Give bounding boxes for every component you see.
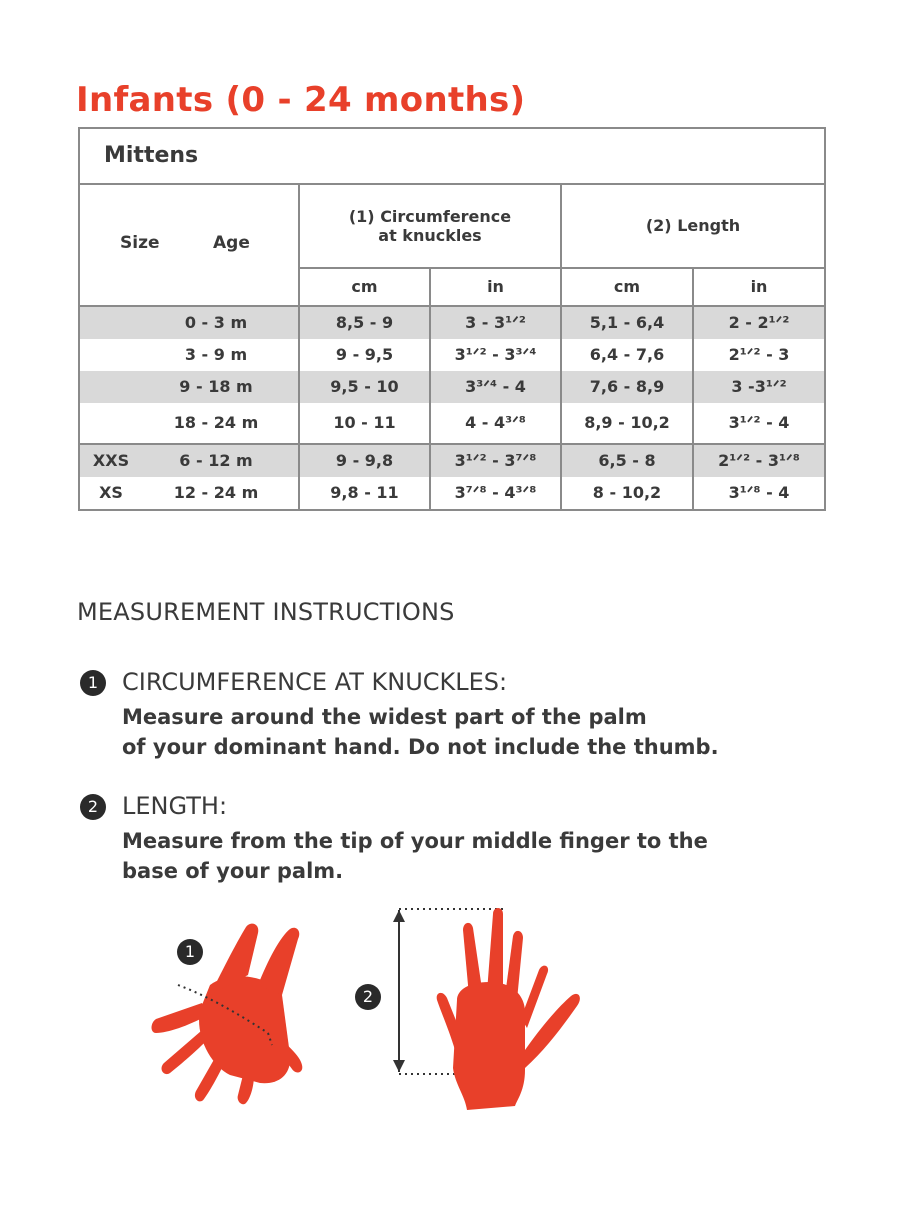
circ-in-cell: 3⁷ᐟ⁸ - 4³ᐟ⁸ — [430, 477, 561, 510]
circ-in-cell: 3³ᐟ⁴ - 4 — [430, 371, 561, 403]
table-row — [79, 371, 825, 403]
circ-in-cell: 3¹ᐟ² - 3³ᐟ⁴ — [430, 339, 561, 371]
length-header: (2) Length — [561, 184, 825, 268]
circ-in-cell: 3¹ᐟ² - 3⁷ᐟ⁸ — [430, 444, 561, 477]
circumference-header-line-2: at knuckles — [378, 226, 482, 245]
len-cm-cell: 8,9 - 10,2 — [561, 403, 693, 444]
number-badge: 2 — [80, 794, 106, 820]
size-cell: XS — [99, 483, 123, 503]
age-cell: 12 - 24 m — [173, 483, 259, 503]
len-in-cell: 2 - 2¹ᐟ² — [693, 306, 825, 339]
instruction-line: base of your palm. — [122, 859, 344, 883]
size-age-cell — [79, 403, 299, 444]
instruction-title: CIRCUMFERENCE AT KNUCKLES: — [122, 668, 508, 696]
len-cm-cell: 6,5 - 8 — [561, 444, 693, 477]
table-row — [79, 403, 825, 444]
len-in-cell: 2¹ᐟ² - 3 — [693, 339, 825, 371]
circ-cm-cell: 9 - 9,8 — [299, 444, 430, 477]
instructions-heading: MEASUREMENT INSTRUCTIONS — [77, 598, 455, 626]
circ-cm-cell: 9,8 - 11 — [299, 477, 430, 510]
unit-header-circ-cm: cm — [299, 268, 430, 306]
age-cell: 6 - 12 m — [179, 451, 253, 471]
instruction-title: LENGTH: — [122, 792, 228, 820]
circ-in-cell: 3 - 3¹ᐟ² — [430, 306, 561, 339]
unit-header-len-cm: cm — [561, 268, 693, 306]
table-row — [79, 477, 825, 510]
instruction-text — [122, 826, 822, 886]
len-cm-cell: 8 - 10,2 — [561, 477, 693, 510]
diagram-label-2: 2 — [355, 984, 381, 1010]
len-cm-cell: 5,1 - 6,4 — [561, 306, 693, 339]
hand-length-icon — [385, 900, 585, 1115]
unit-header-circ-in: in — [430, 268, 561, 306]
circ-cm-cell: 10 - 11 — [299, 403, 430, 444]
circumference-header — [299, 184, 561, 268]
circ-cm-cell: 9,5 - 10 — [299, 371, 430, 403]
number-badge: 1 — [80, 670, 106, 696]
table-row — [79, 306, 825, 339]
table-caption: Mittens — [79, 128, 825, 184]
circumference-header-line-1: (1) Circumference — [348, 206, 512, 226]
age-cell: 18 - 24 m — [173, 413, 259, 433]
circ-cm-cell: 9 - 9,5 — [299, 339, 430, 371]
age-cell: 9 - 18 m — [179, 377, 253, 397]
instruction-line: Measure from the tip of your middle finger to the — [122, 829, 708, 853]
table-row — [79, 339, 825, 371]
size-age-cell — [79, 306, 299, 339]
instruction-line: Measure around the widest part of the palm — [122, 705, 647, 729]
hand-circumference-icon — [150, 915, 310, 1105]
table-row — [79, 444, 825, 477]
circ-in-cell: 4 - 4³ᐟ⁸ — [430, 403, 561, 444]
len-cm-cell: 6,4 - 7,6 — [561, 339, 693, 371]
instruction-text — [122, 702, 822, 762]
mittens-size-table — [78, 127, 826, 511]
len-in-cell: 3¹ᐟ² - 4 — [693, 403, 825, 444]
circ-cm-cell: 8,5 - 9 — [299, 306, 430, 339]
instruction-line: of your dominant hand. Do not include the thumb. — [122, 735, 719, 759]
age-header: Age — [213, 233, 250, 253]
len-in-cell: 3 -3¹ᐟ² — [693, 371, 825, 403]
size-age-header — [79, 184, 299, 306]
size-age-cell — [79, 444, 299, 477]
len-in-cell: 2¹ᐟ² - 3¹ᐟ⁸ — [693, 444, 825, 477]
size-age-cell — [79, 477, 299, 510]
page-title: Infants (0 - 24 months) — [76, 80, 526, 120]
size-age-cell — [79, 339, 299, 371]
size-header: Size — [120, 233, 160, 253]
age-cell: 3 - 9 m — [184, 345, 248, 365]
len-cm-cell: 7,6 - 8,9 — [561, 371, 693, 403]
age-cell: 0 - 3 m — [184, 313, 248, 333]
len-in-cell: 3¹ᐟ⁸ - 4 — [693, 477, 825, 510]
size-cell: XXS — [92, 451, 130, 471]
unit-header-len-in: in — [693, 268, 825, 306]
diagram-label-1: 1 — [177, 939, 203, 965]
size-age-cell — [79, 371, 299, 403]
